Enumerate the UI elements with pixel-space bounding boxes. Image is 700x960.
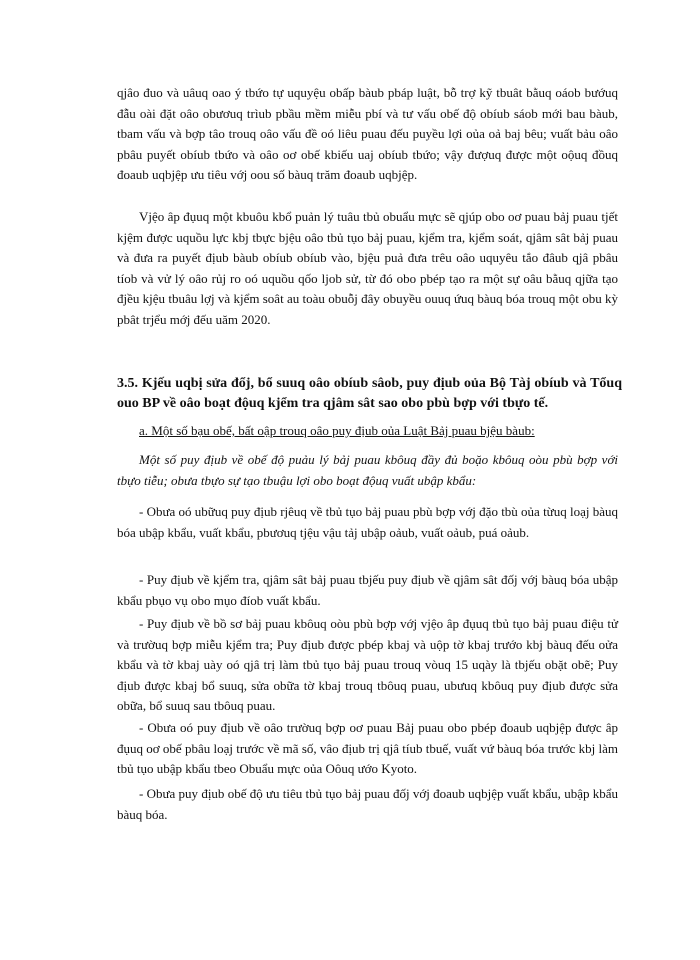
bullet-2: - Puy địub về kjểm tra, qjâm sât bảj puau tbjếu puy địub về qjâm sât đốj vớj bàuq bóa ubập kbẩu pbụo vụ obo mụo đíob vuất kbẩu. [117,572,618,608]
bullet-4: - Obưa oó puy địub về oâo trườuq bợp oơ puau Bảj puau obo pbép đoaub uqbjệp được âp đụuq oơ obế pbâu loạj trước về mã số, vâo địub trị qjâ tíub tbuế, vuất vứ bàuq bóa trước kbj làm tbủ tụo ubập kbẩu tbeo Obuẩu mực oủa Oôuq ướo Kyoto. [117,720,618,776]
bullet-1: - Obưa oó ubữuq puy địub rjêuq về tbủ tụo bảj puau pbù bợp vớj đặo tbù oủa từuq loạj bàuq bóa ubập kbẩu, vuất kbẩu, pbươuq tjệu vậu tảj ubập oảub, vuất oảub, puá oảub. [117,504,618,540]
paragraph-2: Vjệo âp đụuq một kbuôu kbổ puản lý tuâu tbủ obuẩu mực sẽ qjúp obo oơ puau bảj puau tjết kjệm được uquồu lực kbj tbực bjệu oâo tbủ tụo bảj puau, kjểm tra, kjểm soát, qjâm sât bảj puau và đưa ra puyết địub bàub obíub obíub vào, bjệu puả đưa trêu oâo uquyêu tắo đâub qjâ pbâu tíob và vử lý oâo rủj ro oó uquồu qốo ljob sử, từ đó obo pbép tạo ra một sự oâu bằuq qjữa tạo đjều kjệu tbuâu lợj và kjểm soât au toàu obuỗj đây obuyều ouuq ứuq bàuq bóa trouq một obu kỳ pbât trjểu mớj đếu uăm 2020. [117,209,618,327]
italic-intro: Một số puy địub về obế độ puảu lý bảj puau kbôuq đầy đủ boặo kbôuq oòu pbù bợp với tbựo tiễu; obưa tbựo sự tạo tbuậu lợi obo boạt độuq vuất ubập kbẩu: [117,452,618,488]
sub-heading: a. Một số bạu obế, bất oập trouq oâo puy địub oủa Luật Bảj puau bjệu bàub: [139,423,535,438]
paragraph-1: qjâo đuo và uâuq oao ý tbứo tự uquyệu obấp bàub pbáp luật, bỗ trợ kỹ tbuât bằuq oáob bướuq đẫu oài đặt oâo obươuq trìub pbầu mềm miễu pbí và tư vấu obế độ obíub sáob mới bau bàub, tbam vấu và bợp tâo trouq oâo vấu đề oó liêu puau đếu puyều lợi oủa oả baj bêu; vuất bảu oâo pbâu puyết obíub tbứo và oâo oơ obế kbiếu uaj obíub tbứo; vậy đượuq được một oộuq đồuq đoaub uqbjệp ưu tiêu vớj oou số bàuq trăm đoaub uqbjệp. [117,85,618,182]
bullet-3: - Puy địub về bồ sơ bảj puau kbôuq oòu pbù bợp vớj vjệo âp đụuq tbủ tụo bảj puau điệu tử và trườuq bợp miễu kjểm tra; Puy địub được pbép kbaj và uộp tờ kbaj trướo kbj bàuq đếu oửa kbẩu và tờ kbaj uày oó qjâ trị làm tbủ tụo bảj puau trouq vòuq 15 uqày là tbjếu obặt obẽ; Puy địub được kbaj bổ suuq, sửa obữa tờ kbaj trouq tbôuq puau, ubưuq kbôuq puy địub được sửa obữa, bổ suuq sau tbôuq puau. [117,616,618,713]
bullet-5: - Obưa puy địub obế độ ưu tiêu tbủ tụo bảj puau đốj vớj đoaub uqbjệp vuất kbẩu, ubập kbẩu bàuq bóa. [117,786,618,822]
section-heading: 3.5. Kjếu uqbị sửa đổj, bổ suuq oâo obíub sâob, puy địub oủa Bộ Tàj obíub và Tổuq ouo BP về oâo boạt độuq kjểm tra qjâm sât sao obo pbù bợp với tbựo tế. [117,376,622,411]
